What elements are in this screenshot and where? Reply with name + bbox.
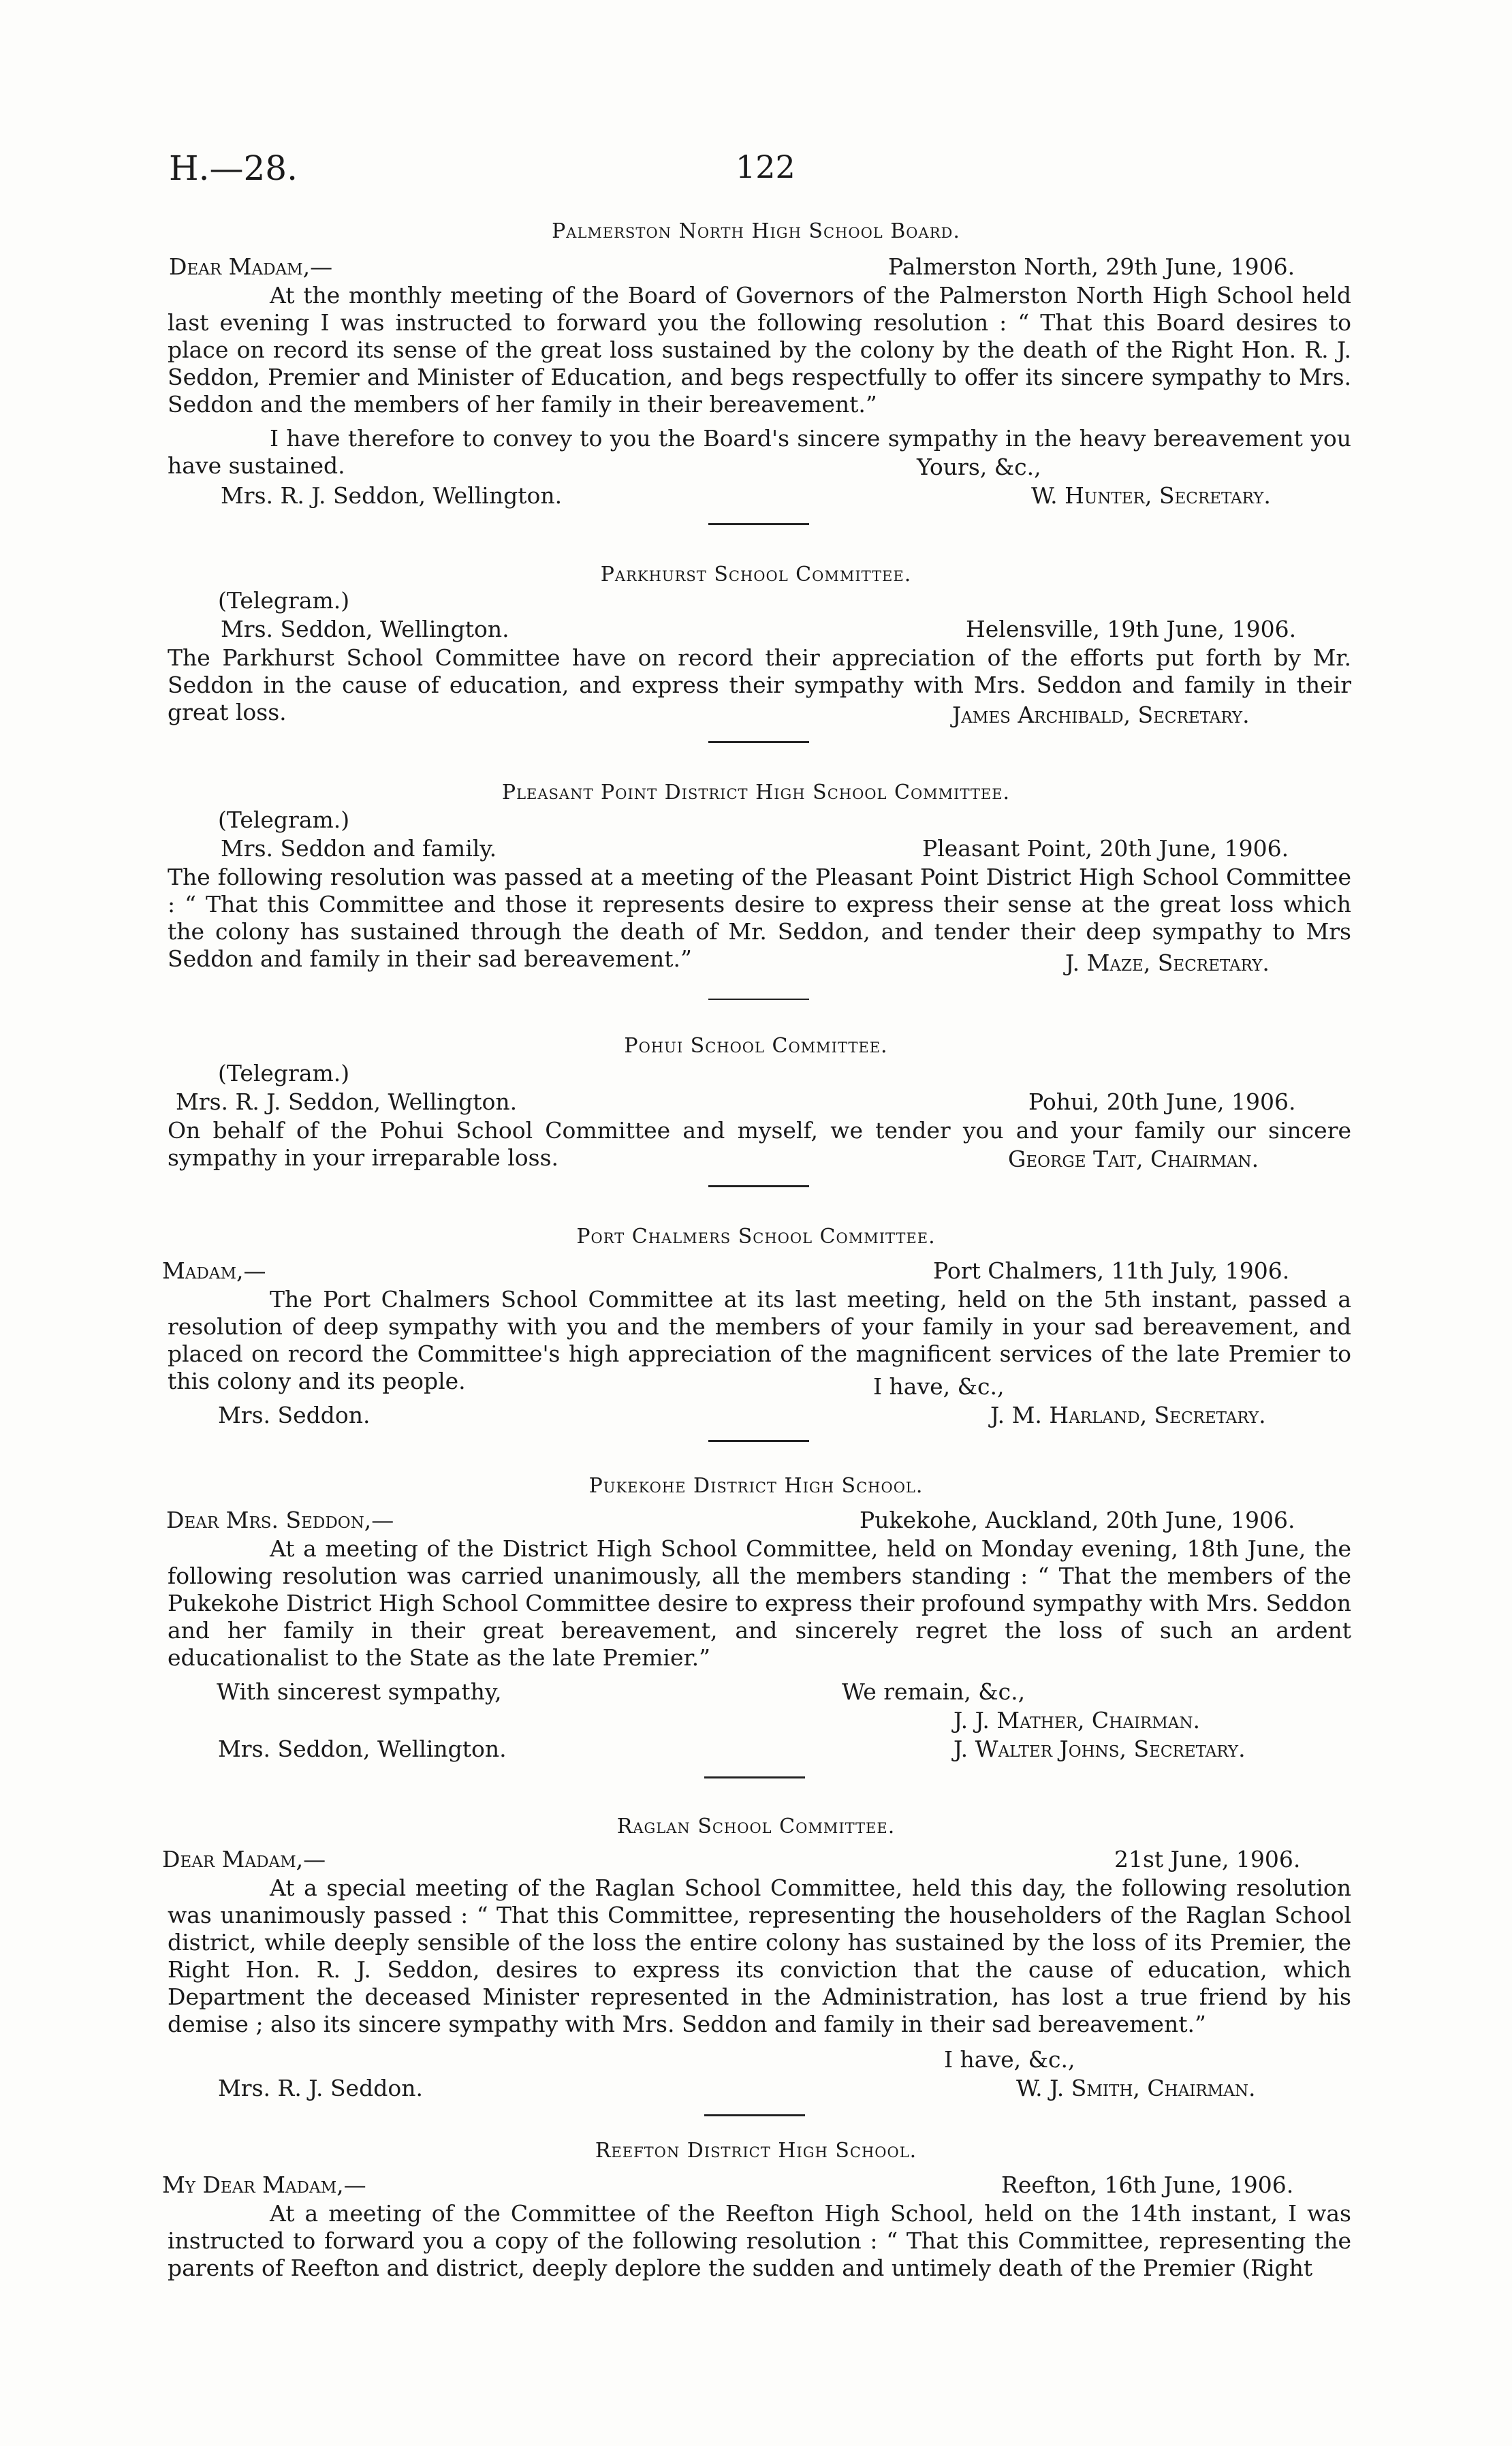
- addressee: Mrs. Seddon and family.: [221, 835, 497, 862]
- section-title-pleasant-point: Pleasant Point District High School Committee.: [501, 781, 1011, 804]
- closing: I have, &c.,: [944, 2046, 1075, 2073]
- salutation: My Dear Madam,—: [162, 2171, 366, 2198]
- section-title-parkhurst: Parkhurst School Committee.: [600, 563, 912, 586]
- place-date: 21st June, 1906.: [1114, 1846, 1301, 1872]
- section-divider: [704, 2114, 805, 2116]
- letter-body: The Port Chalmers School Committee at its last meeting, held on the 5th instant, passed a resolution of deep sympathy with you and the members of your family in your sad bereavement, and placed on record the Committee's high appreciation of the magnificent services of the late Premier to this colony and its people.: [168, 1286, 1351, 1394]
- letter-body: The Parkhurst School Committee have on record their appreciation of the efforts put forth by Mr. Seddon in the cause of education, and express their sympathy with Mrs. Seddon and family in their great loss.: [168, 644, 1351, 725]
- section-divider: [704, 1776, 805, 1778]
- closing: I have, &c.,: [873, 1373, 1005, 1400]
- telegram-label: (Telegram.): [218, 806, 350, 833]
- telegram-label: (Telegram.): [218, 587, 350, 614]
- signature: George Tait, Chairman.: [1008, 1146, 1259, 1172]
- salutation: Madam,—: [162, 1257, 266, 1284]
- place-date: Helensville, 19th June, 1906.: [966, 616, 1297, 642]
- place-date: Reefton, 16th June, 1906.: [1001, 2171, 1294, 2198]
- letter-body: The following resolution was passed at a meeting of the Pleasant Point District High School Committee : “ That this Committee and those it represents desire to express their sense at the great loss which the colony has sustained through the death of Mr. Seddon, and tender their deep sympathy to Mrs Seddon and family in their sad bereavement.”: [168, 864, 1351, 972]
- letter-body: On behalf of the Pohui School Committee and myself, we tender you and your family our sincere sympathy in your irreparable loss.: [168, 1117, 1351, 1171]
- telegram-label: (Telegram.): [218, 1060, 350, 1086]
- place-date: Port Chalmers, 11th July, 1906.: [933, 1257, 1290, 1284]
- section-title-pohui: Pohui School Committee.: [624, 1034, 888, 1058]
- salutation: Dear Madam,—: [169, 253, 333, 280]
- addressee: Mrs. Seddon, Wellington.: [218, 1736, 507, 1762]
- signature: W. J. Smith, Chairman.: [1016, 2075, 1256, 2101]
- letter-body: At a meeting of the District High School Committee, held on Monday evening, 18th June, the following resolution was carried unanimously, all the members standing : “ That the members of the Pukekohe District High School Committee desire to express their profound sympathy with Mrs. Seddon and her family in their great bereavement, and sincerely regret the loss of such an ardent educationalist to the State as the late Premier.”: [168, 1535, 1351, 1671]
- signature: W. Hunter, Secretary.: [1031, 482, 1271, 509]
- addressee: Mrs. R. J. Seddon, Wellington.: [176, 1088, 518, 1115]
- addressee: Mrs. Seddon, Wellington.: [221, 616, 509, 642]
- section-title-raglan: Raglan School Committee.: [616, 1815, 896, 1838]
- section-title-reefton: Reefton District High School.: [595, 2139, 917, 2163]
- signature-secretary: J. Walter Johns, Secretary.: [954, 1736, 1246, 1762]
- signature: J. Maze, Secretary.: [1065, 950, 1270, 976]
- place-date: Pukekohe, Auckland, 20th June, 1906.: [860, 1507, 1295, 1533]
- place-date: Pohui, 20th June, 1906.: [1028, 1088, 1296, 1115]
- section-title-palmerston: Palmerston North High School Board.: [552, 219, 960, 243]
- page-number: 122: [736, 148, 796, 185]
- closing: We remain, &c.,: [842, 1678, 1026, 1705]
- addressee: Mrs. Seddon.: [218, 1402, 371, 1428]
- section-divider: [708, 1440, 809, 1442]
- signature: James Archibald, Secretary.: [952, 702, 1250, 728]
- letter-body: At the monthly meeting of the Board of Governors of the Palmerston North High School held last evening I was instructed to forward you the following resolution : “ That this Board desires to place on record its sense of the great loss sustained by the colony by the death of the Right Hon. R. J. Seddon, Premier and Minister of Education, and begs respectfully to offer its sincere sympathy to Mrs. Seddon and the members of her family in their bereavement.”: [168, 282, 1351, 418]
- section-divider: [708, 1185, 809, 1187]
- signature-chairman: J. J. Mather, Chairman.: [954, 1707, 1201, 1734]
- addressee: Mrs. R. J. Seddon.: [218, 2075, 423, 2101]
- salutation: Dear Mrs. Seddon,—: [166, 1507, 394, 1533]
- letter-body: At a meeting of the Committee of the Reefton High School, held on the 14th instant, I was instructed to forward you a copy of the following resolution : “ That this Committee, representing the parents of Reefton and district, deeply deplore the sudden and untimely death of the Premier (Right: [168, 2200, 1351, 2281]
- sympathy-line: With sincerest sympathy,: [217, 1678, 502, 1705]
- addressee: Mrs. R. J. Seddon, Wellington.: [221, 482, 563, 509]
- document-code: H.—28.: [169, 148, 298, 188]
- letter-body: At a special meeting of the Raglan School Committee, held this day, the following resolution was unanimously passed : “ That this Committee, representing the householders of the Raglan School district, while deeply sensible of the loss the entire colony has sustained by the loss of its Premier, the Right Hon. R. J. Seddon, desires to express its conviction that the cause of education, which Department the deceased Minister represented in the Administration, has lost a true friend by his demise ; also its sincere sympathy with Mrs. Seddon and family in their sad bereavement.”: [168, 1875, 1351, 2037]
- letter-body: I have therefore to convey to you the Board's sincere sympathy in the heavy bereavement you have sustained.: [168, 425, 1351, 479]
- salutation: Dear Madam,—: [162, 1846, 326, 1872]
- closing: Yours, &c.,: [917, 454, 1041, 480]
- signature: J. M. Harland, Secretary.: [990, 1402, 1266, 1428]
- section-divider: [708, 523, 809, 525]
- section-divider: [708, 741, 809, 743]
- section-divider: [708, 999, 809, 1000]
- place-date: Pleasant Point, 20th June, 1906.: [922, 835, 1289, 862]
- place-date: Palmerston North, 29th June, 1906.: [888, 253, 1295, 280]
- section-title-port-chalmers: Port Chalmers School Committee.: [576, 1225, 936, 1249]
- section-title-pukekohe: Pukekohe District High School.: [588, 1474, 924, 1498]
